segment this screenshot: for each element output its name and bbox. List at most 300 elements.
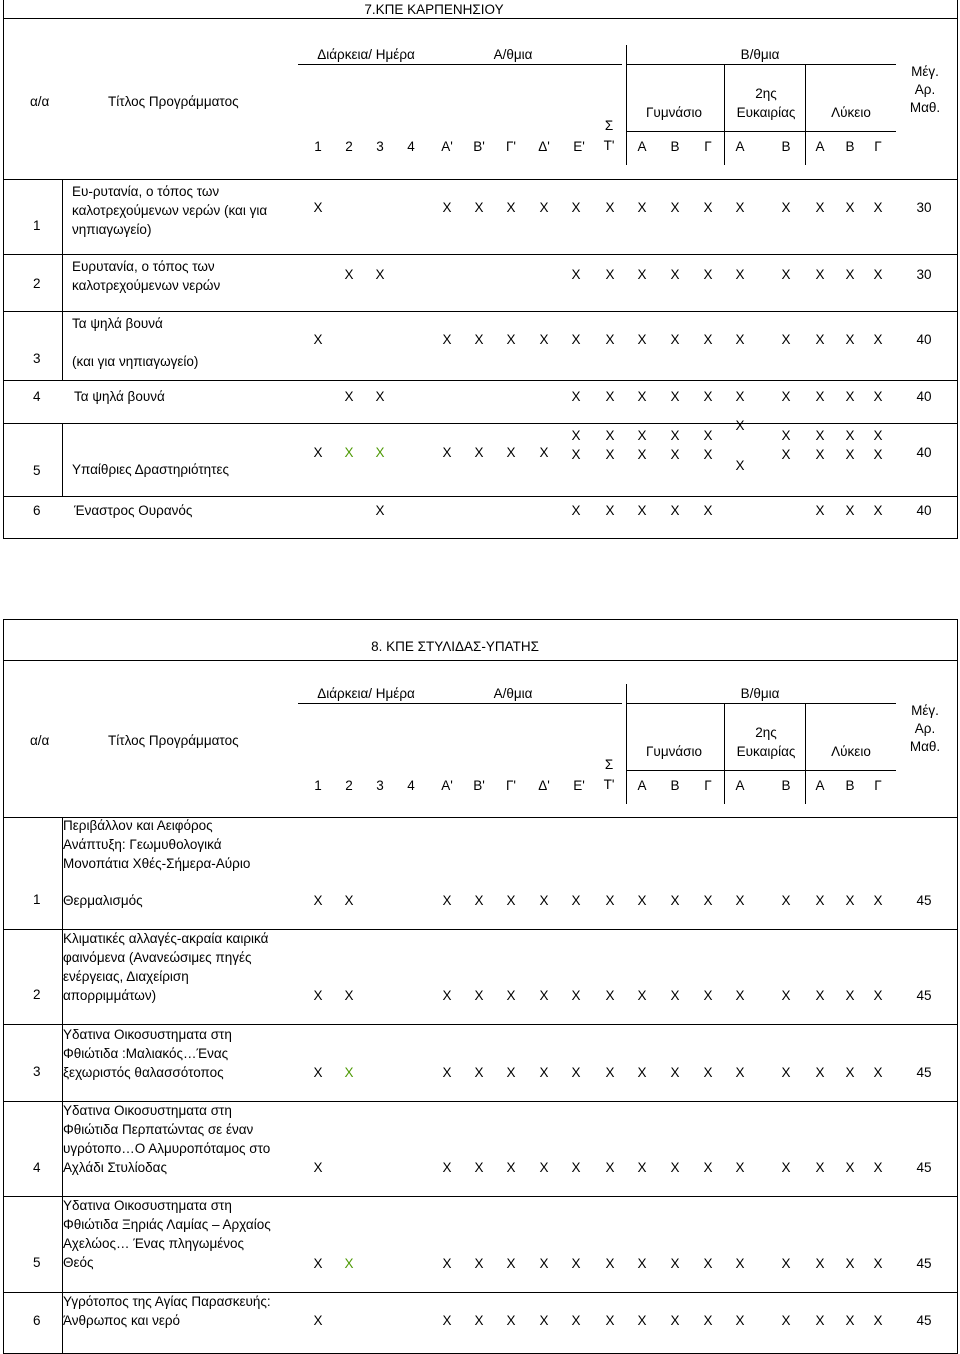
x-mark: Χ (703, 1313, 713, 1328)
x-mark: Χ (605, 1065, 615, 1080)
x-mark: Χ (442, 988, 452, 1003)
x-mark: Χ (506, 200, 516, 215)
program-title-line: Αχελώος… Ένας πληγωμένος (63, 1236, 245, 1251)
primary-grade-header: Ε' (573, 139, 585, 154)
primary-grade-header: Α' (441, 778, 453, 793)
x-mark: Χ (815, 1160, 825, 1175)
col-title-header: Τίτλος Προγράμματος (108, 733, 239, 748)
x-mark: Χ (539, 445, 549, 460)
max-value: 40 (916, 445, 932, 460)
x-mark: Χ (539, 1256, 549, 1271)
x-mark: Χ (781, 1065, 791, 1080)
x-mark: Χ (605, 332, 615, 347)
x-mark: Χ (344, 1065, 354, 1080)
x-mark: Χ (670, 893, 680, 908)
x-mark: Χ (637, 389, 647, 404)
x-mark: Χ (313, 200, 323, 215)
st-header: Τ' (603, 777, 615, 792)
secondary-header: Β/θμια (740, 686, 780, 701)
max-value: 45 (916, 1256, 932, 1271)
primary-header: Α/θμια (493, 47, 533, 62)
day-col-header: 1 (314, 139, 322, 154)
x-mark: Χ (873, 1065, 883, 1080)
program-title-line: Υπαίθριες Δραστηριότητες (72, 462, 230, 477)
max-value: 45 (916, 893, 932, 908)
max-value: 30 (916, 267, 932, 282)
primary-grade-header: Γ' (505, 139, 517, 154)
x-mark: Χ (670, 200, 680, 215)
rule (62, 423, 63, 496)
program-title-line: Θερμαλισμός (63, 893, 143, 908)
x-mark: Χ (873, 893, 883, 908)
x-mark: Χ (781, 447, 791, 462)
x-mark: Χ (637, 503, 647, 518)
x-mark: Χ (442, 1313, 452, 1328)
x-mark: Χ (670, 1160, 680, 1175)
primary-grade-header: Α' (441, 139, 453, 154)
x-mark: Χ (506, 1160, 516, 1175)
max-value: 40 (916, 389, 932, 404)
duration-header: Διάρκεια/ Ημέρα (317, 686, 415, 701)
x-mark: Χ (873, 267, 883, 282)
x-mark: Χ (506, 1313, 516, 1328)
x-mark: Χ (571, 1065, 581, 1080)
x-mark: Χ (781, 988, 791, 1003)
secondary-grade-header: Α (815, 139, 825, 154)
program-title-line: Τα ψηλά βουνά (74, 389, 165, 404)
max-header: Μέγ. (911, 703, 939, 718)
x-mark: Χ (670, 988, 680, 1003)
program-title-line: Φθιώτιδα :Μαλιακός…Ένας (63, 1046, 229, 1061)
rule (626, 64, 896, 65)
program-title-line: Έναστρος Ουρανός (74, 503, 193, 518)
x-mark: Χ (442, 200, 452, 215)
x-mark: Χ (815, 1313, 825, 1328)
secondary-grade-header: Β (845, 778, 855, 793)
primary-grade-header: Ε' (573, 778, 585, 793)
x-mark: Χ (539, 1065, 549, 1080)
gymnasio-header: Γυμνάσιο (646, 105, 702, 120)
x-mark: Χ (781, 200, 791, 215)
x-mark: Χ (637, 1256, 647, 1271)
x-mark: Χ (703, 1256, 713, 1271)
max-value: 40 (916, 332, 932, 347)
x-mark: Χ (506, 988, 516, 1003)
x-mark: Χ (637, 1313, 647, 1328)
x-mark: Χ (845, 1313, 855, 1328)
primary-grade-header: Β' (473, 778, 485, 793)
x-mark: Χ (845, 267, 855, 282)
second-chance-header: 2ης (755, 725, 777, 740)
x-mark: Χ (670, 503, 680, 518)
x-mark: Χ (781, 428, 791, 443)
x-mark: Χ (344, 389, 354, 404)
program-title-line: Φθιώτιδα Περπατώντας σε έναν (63, 1122, 254, 1137)
max-value: 45 (916, 1065, 932, 1080)
x-mark: Χ (605, 988, 615, 1003)
x-mark: Χ (670, 447, 680, 462)
x-mark: Χ (735, 332, 745, 347)
day-col-header: 2 (345, 778, 353, 793)
x-mark: Χ (474, 1313, 484, 1328)
x-mark: Χ (637, 200, 647, 215)
x-mark: Χ (845, 988, 855, 1003)
primary-grade-header: Γ' (505, 778, 517, 793)
rule (298, 703, 622, 704)
rule (3, 380, 958, 381)
row-number: 4 (33, 389, 41, 404)
x-mark: Χ (781, 893, 791, 908)
x-mark: Χ (670, 332, 680, 347)
lykeio-header: Λύκειο (831, 744, 871, 759)
second-chance-header: Ευκαιρίας (736, 744, 796, 759)
program-title-line: ενέργειας, Διαχείριση (63, 969, 189, 984)
x-mark: Χ (313, 445, 323, 460)
x-mark: Χ (637, 1160, 647, 1175)
day-col-header: 4 (407, 778, 415, 793)
rule (62, 311, 63, 380)
program-title-line: Θεός (63, 1255, 94, 1270)
section-title: 8. ΚΠΕ ΣΤΥΛΙΔΑΣ-ΥΠΑΤΗΣ (371, 639, 539, 654)
x-mark: Χ (637, 893, 647, 908)
max-header: Αρ. (914, 721, 936, 736)
x-mark: Χ (735, 1256, 745, 1271)
secondary-grade-header: Β (781, 778, 791, 793)
max-value: 45 (916, 988, 932, 1003)
lykeio-header: Λύκειο (831, 105, 871, 120)
x-mark: Χ (605, 428, 615, 443)
rule (626, 131, 896, 132)
x-mark: Χ (845, 447, 855, 462)
max-header: Μαθ. (909, 100, 941, 115)
secondary-grade-header: Β (670, 778, 680, 793)
max-value: 40 (916, 503, 932, 518)
x-mark: Χ (873, 503, 883, 518)
secondary-grade-header: Γ (874, 778, 882, 793)
x-mark: Χ (735, 458, 745, 473)
program-title-line: καλοτρεχούμενων νερών (72, 278, 221, 293)
col-title-header: Τίτλος Προγράμματος (108, 94, 239, 109)
x-mark: Χ (539, 1160, 549, 1175)
row-number: 3 (33, 351, 41, 366)
max-value: 30 (916, 200, 932, 215)
secondary-grade-header: Β (845, 139, 855, 154)
x-mark: Χ (670, 428, 680, 443)
x-mark: Χ (815, 332, 825, 347)
second-chance-header: 2ης (755, 86, 777, 101)
x-mark: Χ (670, 1256, 680, 1271)
rule (3, 179, 958, 180)
x-mark: Χ (781, 1160, 791, 1175)
x-mark: Χ (571, 503, 581, 518)
x-mark: Χ (571, 447, 581, 462)
x-mark: Χ (637, 428, 647, 443)
x-mark: Χ (313, 988, 323, 1003)
rule (805, 703, 806, 804)
row-number: 1 (33, 892, 41, 907)
x-mark: Χ (703, 988, 713, 1003)
x-mark: Χ (815, 893, 825, 908)
x-mark: Χ (474, 200, 484, 215)
second-chance-header: Ευκαιρίας (736, 105, 796, 120)
x-mark: Χ (474, 1160, 484, 1175)
row-number: 3 (33, 1064, 41, 1079)
x-mark: Χ (815, 428, 825, 443)
rule (3, 18, 958, 19)
x-mark: Χ (703, 1160, 713, 1175)
max-value: 45 (916, 1313, 932, 1328)
x-mark: Χ (845, 389, 855, 404)
x-mark: Χ (539, 988, 549, 1003)
x-mark: Χ (815, 267, 825, 282)
row-number: 5 (33, 1255, 41, 1270)
x-mark: Χ (474, 1065, 484, 1080)
secondary-grade-header: Β (670, 139, 680, 154)
x-mark: Χ (605, 1313, 615, 1328)
secondary-grade-header: Γ (704, 139, 712, 154)
x-mark: Χ (442, 445, 452, 460)
st-header: Σ (604, 118, 614, 133)
x-mark: Χ (571, 428, 581, 443)
x-mark: Χ (637, 988, 647, 1003)
rule (3, 311, 958, 312)
x-mark: Χ (344, 267, 354, 282)
x-mark: Χ (605, 200, 615, 215)
program-title-line: καλοτρεχούμενων νερών (και για (72, 203, 268, 218)
x-mark: Χ (815, 447, 825, 462)
x-mark: Χ (703, 200, 713, 215)
x-mark: Χ (474, 988, 484, 1003)
x-mark: Χ (845, 200, 855, 215)
x-mark: Χ (815, 1256, 825, 1271)
secondary-grade-header: Β (781, 139, 791, 154)
x-mark: Χ (637, 332, 647, 347)
x-mark: Χ (605, 893, 615, 908)
program-title-line: νηπιαγωγείο) (72, 222, 152, 237)
program-title-line: Υδατινα Οικοσυστηματα στη (63, 1027, 232, 1042)
x-mark: Χ (703, 332, 713, 347)
day-col-header: 1 (314, 778, 322, 793)
program-title-line: φαινόμενα (Ανανεώσιμες πηγές (63, 950, 252, 965)
max-header: Μαθ. (909, 739, 941, 754)
x-mark: Χ (735, 200, 745, 215)
row-number: 6 (33, 1313, 41, 1328)
x-mark: Χ (313, 332, 323, 347)
x-mark: Χ (845, 1065, 855, 1080)
x-mark: Χ (474, 445, 484, 460)
x-mark: Χ (845, 893, 855, 908)
x-mark: Χ (442, 1160, 452, 1175)
secondary-grade-header: Α (637, 778, 647, 793)
x-mark: Χ (703, 447, 713, 462)
program-title-line: Υγρότοπος της Αγίας Παρασκευής: (63, 1294, 271, 1309)
x-mark: Χ (703, 428, 713, 443)
program-title-line: Τα ψηλά βουνά (72, 316, 163, 331)
x-mark: Χ (442, 1256, 452, 1271)
col-aa-header: α/α (30, 733, 50, 748)
max-header: Αρ. (914, 82, 936, 97)
x-mark: Χ (781, 267, 791, 282)
x-mark: Χ (873, 389, 883, 404)
st-header: Τ' (603, 138, 615, 153)
rule (3, 254, 958, 255)
program-title-line: Ευ-ρυτανία, ο τόπος των (72, 184, 220, 199)
x-mark: Χ (873, 447, 883, 462)
x-mark: Χ (735, 267, 745, 282)
x-mark: Χ (845, 1160, 855, 1175)
rule (3, 496, 958, 497)
rule (626, 684, 627, 804)
x-mark: Χ (313, 893, 323, 908)
x-mark: Χ (571, 267, 581, 282)
secondary-grade-header: Γ (874, 139, 882, 154)
x-mark: Χ (442, 893, 452, 908)
rule (724, 703, 725, 804)
day-col-header: 4 (407, 139, 415, 154)
x-mark: Χ (313, 1313, 323, 1328)
x-mark: Χ (571, 389, 581, 404)
primary-grade-header: Δ' (538, 778, 550, 793)
x-mark: Χ (313, 1256, 323, 1271)
x-mark: Χ (442, 332, 452, 347)
x-mark: Χ (605, 503, 615, 518)
gymnasio-header: Γυμνάσιο (646, 744, 702, 759)
x-mark: Χ (845, 1256, 855, 1271)
x-mark: Χ (637, 1065, 647, 1080)
x-mark: Χ (735, 1065, 745, 1080)
duration-header: Διάρκεια/ Ημέρα (317, 47, 415, 62)
x-mark: Χ (845, 428, 855, 443)
x-mark: Χ (506, 893, 516, 908)
x-mark: Χ (703, 267, 713, 282)
x-mark: Χ (735, 389, 745, 404)
rule (298, 64, 622, 65)
x-mark: Χ (375, 389, 385, 404)
x-mark: Χ (637, 447, 647, 462)
st-header: Σ (604, 757, 614, 772)
x-mark: Χ (703, 503, 713, 518)
program-title-line: ξεχωριστός θαλασσότοπος (63, 1065, 224, 1080)
x-mark: Χ (670, 1065, 680, 1080)
day-col-header: 3 (376, 778, 384, 793)
program-title-line: Κλιματικές αλλαγές-ακραία καιρικά (63, 931, 269, 946)
rule (3, 660, 958, 661)
x-mark: Χ (873, 200, 883, 215)
rule (626, 770, 896, 771)
x-mark: Χ (735, 988, 745, 1003)
secondary-header: Β/θμια (740, 47, 780, 62)
x-mark: Χ (781, 1256, 791, 1271)
row-number: 6 (33, 503, 41, 518)
primary-header: Α/θμια (493, 686, 533, 701)
secondary-grade-header: Α (735, 778, 745, 793)
program-group-title: Περιβάλλον και Αειφόρος (63, 818, 213, 833)
x-mark: Χ (781, 1313, 791, 1328)
x-mark: Χ (815, 200, 825, 215)
program-group-title: Ανάπτυξη: Γεωμυθολογικά (63, 837, 222, 852)
x-mark: Χ (506, 1256, 516, 1271)
x-mark: Χ (605, 1160, 615, 1175)
x-mark: Χ (735, 418, 745, 433)
x-mark: Χ (375, 503, 385, 518)
x-mark: Χ (344, 988, 354, 1003)
primary-grade-header: Δ' (538, 139, 550, 154)
x-mark: Χ (815, 389, 825, 404)
x-mark: Χ (539, 893, 549, 908)
day-col-header: 3 (376, 139, 384, 154)
x-mark: Χ (571, 200, 581, 215)
x-mark: Χ (735, 1160, 745, 1175)
x-mark: Χ (571, 1313, 581, 1328)
row-number: 1 (33, 218, 41, 233)
rule (626, 45, 627, 165)
max-header: Μέγ. (911, 64, 939, 79)
x-mark: Χ (474, 893, 484, 908)
secondary-grade-header: Α (815, 778, 825, 793)
row-number: 5 (33, 463, 41, 478)
x-mark: Χ (670, 267, 680, 282)
x-mark: Χ (873, 332, 883, 347)
x-mark: Χ (735, 1313, 745, 1328)
x-mark: Χ (670, 389, 680, 404)
row-number: 2 (33, 276, 41, 291)
x-mark: Χ (605, 389, 615, 404)
program-title-line: Άνθρωπος και νερό (63, 1313, 181, 1328)
rule (626, 703, 896, 704)
x-mark: Χ (703, 389, 713, 404)
x-mark: Χ (735, 893, 745, 908)
rule (805, 64, 806, 165)
x-mark: Χ (344, 893, 354, 908)
x-mark: Χ (605, 447, 615, 462)
x-mark: Χ (375, 445, 385, 460)
x-mark: Χ (670, 1313, 680, 1328)
x-mark: Χ (344, 445, 354, 460)
x-mark: Χ (539, 1313, 549, 1328)
x-mark: Χ (571, 988, 581, 1003)
x-mark: Χ (845, 332, 855, 347)
col-aa-header: α/α (30, 94, 50, 109)
primary-grade-header: Β' (473, 139, 485, 154)
x-mark: Χ (781, 332, 791, 347)
program-title-line: (και για νηπιαγωγείο) (72, 354, 199, 369)
x-mark: Χ (815, 1065, 825, 1080)
rule (724, 64, 725, 165)
program-title-line: απορριμμάτων) (63, 988, 157, 1003)
x-mark: Χ (873, 988, 883, 1003)
x-mark: Χ (845, 503, 855, 518)
x-mark: Χ (344, 1256, 354, 1271)
x-mark: Χ (442, 1065, 452, 1080)
x-mark: Χ (815, 503, 825, 518)
row-number: 2 (33, 987, 41, 1002)
x-mark: Χ (571, 1160, 581, 1175)
x-mark: Χ (873, 1313, 883, 1328)
row-number: 4 (33, 1160, 41, 1175)
secondary-grade-header: Γ (704, 778, 712, 793)
program-title-line: Αχλάδι Στυλίοδας (63, 1160, 167, 1175)
secondary-grade-header: Α (735, 139, 745, 154)
program-title-line: υγρότοπο…Ο Αλμυροπόταμος στο (63, 1141, 271, 1156)
x-mark: Χ (313, 1160, 323, 1175)
program-title-line: Ευρυτανία, ο τόπος των (72, 259, 215, 274)
program-group-title: Μονοπάτια Χθές-Σήμερα-Αύριο (63, 856, 251, 871)
x-mark: Χ (375, 267, 385, 282)
secondary-grade-header: Α (637, 139, 647, 154)
rule (62, 179, 63, 311)
x-mark: Χ (571, 893, 581, 908)
x-mark: Χ (873, 1256, 883, 1271)
